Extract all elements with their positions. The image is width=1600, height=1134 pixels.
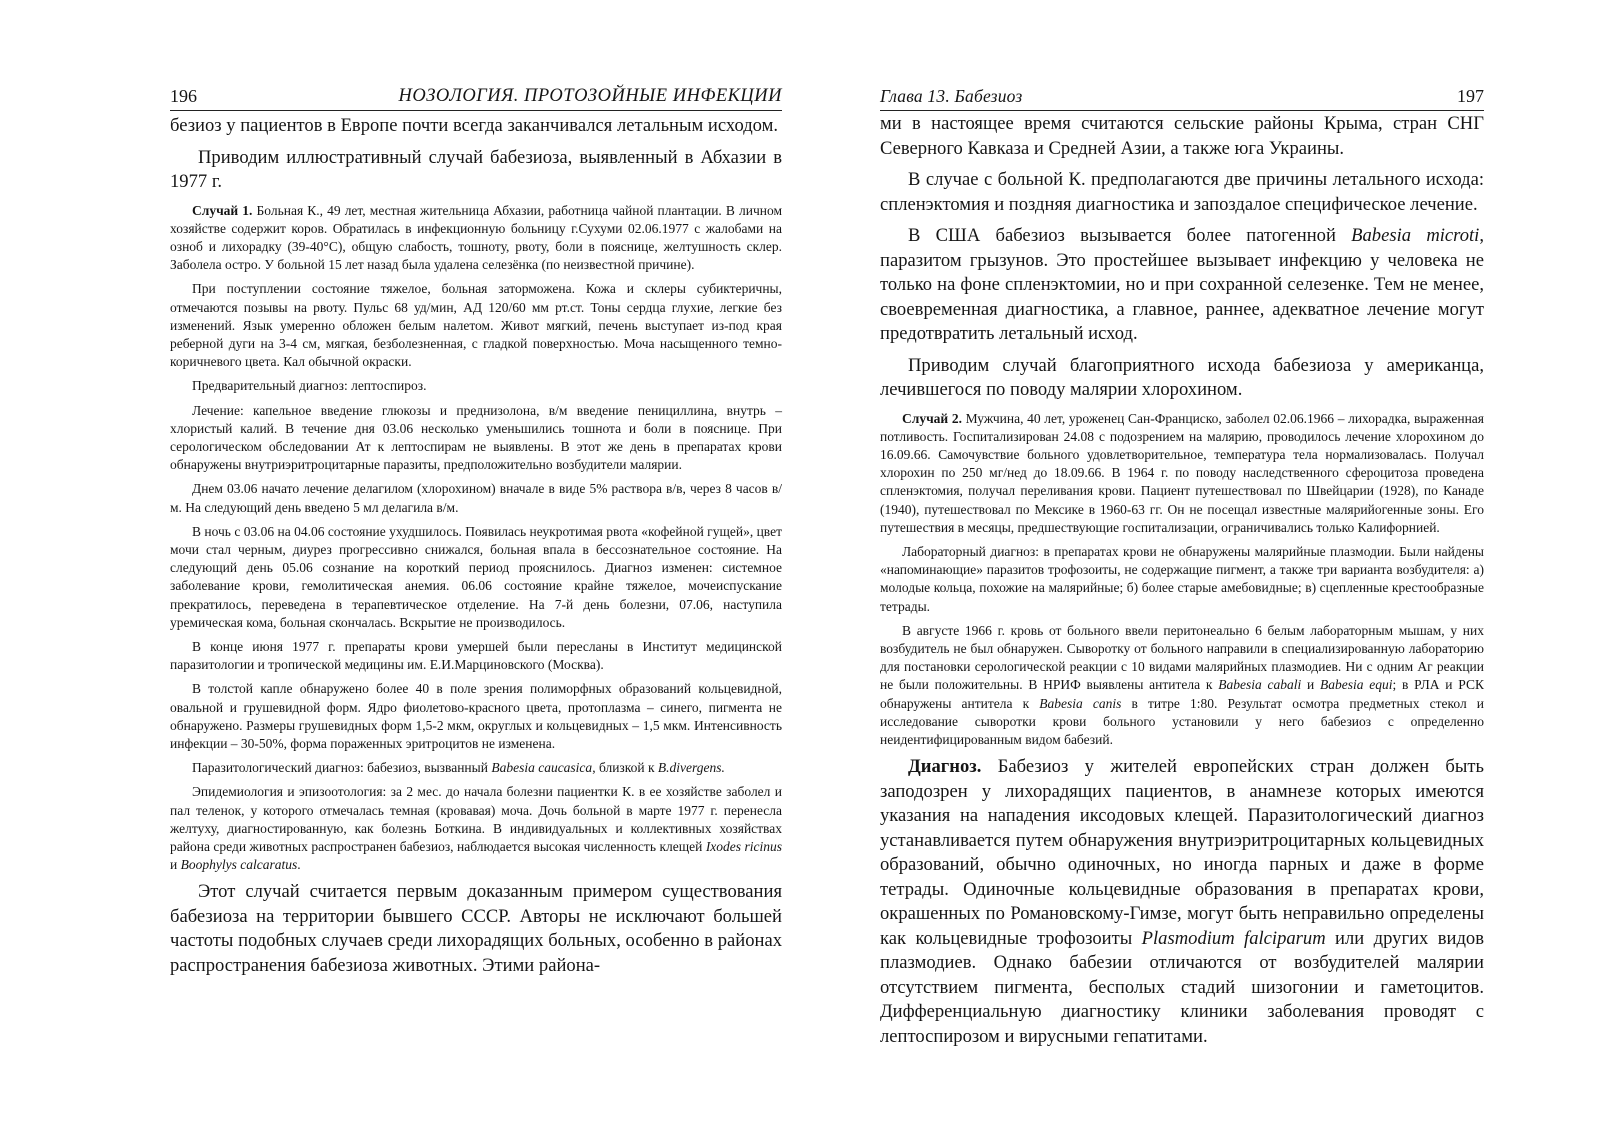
species-name: Babesia cabali (1218, 677, 1302, 693)
diagnosis-paragraph (880, 755, 1484, 1049)
text-span: . (297, 857, 301, 873)
right-running-head (880, 84, 1484, 111)
text-span: в титре 1:80. Результат осмотра предметных стекол и исследование сыворотки крови больного установили у него бабезиоз с определенно неидентифицированным видом бабезий. (880, 695, 1485, 747)
species-name: Babesia canis (1039, 695, 1122, 711)
left-paragraph-1: безиоз у пациентов в Европе почти всегда заканчивался летальным исходом. (170, 115, 779, 136)
species-name: B.divergens. (657, 760, 725, 776)
left-paragraph-2: Приводим иллюстративный случай бабезиоза, выявленный в Абхазии в 1977 г. (170, 146, 782, 192)
right-paragraph-3 (880, 224, 1484, 347)
right-page (800, 0, 1600, 1134)
case-1-text: Больная К., 49 лет, местная жительница Абхазии, работница чайной плантации. В личном хозяйстве содержит коров. Обратилась в инфекционную больницу г.Сухуми 02.06.1977 с жалобами на озноб и лихорадку (39-40°С), общую слабость, тошноту, рвоту, боли в пояснице, желтушность склер. Заболела остро. У больной 15 лет назад была удалена селезёнка (по неизвестной причине). (170, 202, 782, 273)
case-1-epidemiology (170, 783, 782, 874)
left-body-text (170, 114, 782, 985)
case-1-samples: В конце июня 1977 г. препараты крови умершей были пересланы в Институт медицинской паразитологии и тропической медицины им. Е.И.Марциновского (Москва). (170, 638, 782, 673)
text-span: ; в РЛА и РСК обнаружены антитела к (880, 677, 1484, 711)
text-span: , близкой к (592, 760, 658, 776)
case-1-treatment: Лечение: капельное введение глюкозы и преднизолона, в/м введение пенициллина, внутрь – хлористый калий. В течение дня 03.06 несколько уменьшились тошнота и боли в пояснице. При серологическом обследовании Ат к лептоспирам не выявлены. В этот же день в препаратах крови обнаружены внутриэритроцитарные паразиты, предположительно возбудители малярии. (170, 402, 782, 473)
species-name: Plasmodium falciparum (1141, 927, 1326, 949)
species-name: Babesia caucasica (491, 760, 593, 776)
left-paragraph-3: Этот случай считается первым доказанным примером существования бабезиоза на территории бывшего СССР. Авторы не исключают большей частоты подобных случаев среди лихорадящих больных, особенно в районах распространения бабезиоза животных. Этими района- (170, 881, 782, 976)
species-name: Babesia equi (1319, 677, 1393, 693)
case-1-delagil: Днем 03.06 начато лечение делагилом (хлорохином) вначале в виде 5% раствора в/в, через 8 часов в/м. На следующий день введено 5 мл делагила в/м. (170, 481, 782, 515)
case-2-serology (880, 622, 1484, 749)
right-page-number: 197 (1457, 86, 1484, 106)
species-name: Ixodes ricinus (705, 839, 783, 854)
case-1-admission: При поступлении состояние тяжелое, больная заторможена. Кожа и склеры субиктеричны, отмечаются позывы на рвоту. Пульс 68 уд/мин, АД 120/60 мм рт.ст. Тоны сердца глухие, легкие без изменений. Язык умеренно обложен белым налетом. Живот мягкий, печень выступает из-под края реберной дуги на 3-4 см, мягкая, безболезненная, с гладкой поверхностью. Моча насыщенного темно-коричневого цвета. Кал обычной окраски. (170, 281, 782, 370)
right-paragraph-1: ми в настоящее время считаются сельские районы Крыма, стран СНГ Северного Кавказа и Средней Азии, а также юга Украины. (880, 113, 1484, 159)
right-body-text (880, 112, 1484, 1056)
case-2-text: Мужчина, 40 лет, уроженец Сан-Франциско, заболел 02.06.1966 – лихорадка, выраженная потливость. Госпитализирован 24.08 с подозрением на малярию, проводилось лечение хлорохином до 16.09.66. Самочувствие больного удовлетворительное, температура тела нормализовалась. Получал хлорохин по 250 мг/нед до 18.09.66. В 1964 г. по поводу наследственного сфероцитоза проведена спленэктомия, получал переливания крови. Пациент путешествовал по Швейцарии (1928), по Канаде (1940), путешествовал по Мексике в 1960-63 гг. Он не посещал известные малярийогенные зоны. Его путешествия в месяцы, предшествующие госпитализации, ограничивались только Калифорнией. (880, 410, 1484, 535)
case-1-deterioration: В ночь с 03.06 на 04.06 состояние ухудшилось. Появилась неукротимая рвота «кофейной гущей», цвет мочи стал черным, диурез прогрессивно снижался, больная впала в бессознательное состояние. На следующий день 05.06 сознание на короткий период прояснилось. Диагноз изменен: системное заболевание крови, гемолитическая анемия. 06.06 состояние крайне тяжелое, мочеиспускание прекратилось, переведена в терапевтическое отделение. На 7-й день болезни, 07.06, наступила уремическая кома, больная скончалась. Вскрытие не производилось. (170, 523, 782, 630)
case-1-parasitological-diagnosis (170, 759, 782, 777)
species-name: Boophylys calcaratus (180, 857, 298, 873)
text-span: Паразитологический диагноз: бабезиоз, вызванный (192, 760, 492, 776)
case-1-thick-drop: В толстой капле обнаружено более 40 в поле зрения полиморфных образований кольцевидной, овальной и грушевидной форм. Ядро фиолетово-красного цвета, протоплазма – синего, пигмента не обнаружено. Размеры грушевидных форм 1,5-2 мкм, округлых и кольцевидных – 1,5 мкм. Интенсивность инфекции – 30-50%, форма пораженных эритроцитов не изменена. (170, 681, 782, 751)
case-1-preliminary-diagnosis: Предварительный диагноз: лептоспироз. (192, 378, 427, 394)
left-running-head (170, 84, 782, 111)
right-running-title: Глава 13. Бабезиоз (880, 86, 1023, 106)
right-paragraph-4: Приводим случай благоприятного исхода бабезиоза у американца, лечившегося по поводу малярии хлорохином. (880, 354, 1484, 400)
diagnosis-label: Диагноз. (908, 756, 982, 778)
case-2-lab-diagnosis: Лабораторный диагноз: в препаратах крови не обнаружены малярийные плазмодии. Были найдены «напоминающие» паразитов трофозоиты, не содержащие пигмент, а также три варианта возбудителя: а) молодые кольца, похожие на малярийные; б) более старые амебовидные; в) сцепленные крестообразные тетрады. (880, 543, 1484, 614)
text-span: или других видов плазмодиев. Однако бабезии отличаются от возбудителей малярии отсутствием пигмента, бесполых стадий шизогонии и гаметоцитов. Дифференциальную диагностику клиники заболевания проводят с лептоспирозом и вирусными гепатитами. (880, 927, 1484, 1047)
species-name: Babesia microti (1351, 225, 1480, 246)
text-span: В августе 1966 г. кровь от больного ввели перитонеально 6 белым лабораторным мышам, у них возбудитель не был обнаружен. Сыворотку от больного направили в специализированную лабораторию для постановки серологической реакции с 10 видами малярийных плазмодиев. Ни с одним Аг реакции не были положительны. В НРИФ выявлены антитела к (880, 622, 1484, 693)
text-span: и (1301, 677, 1320, 693)
left-page-number: 196 (170, 86, 197, 106)
text-span: Бабезиоз у жителей европейских стран должен быть заподозрен у лихорадящих пациентов, в анамнезе которых имеются указания на нападения иксодовых клещей. Паразитологический диагноз устанавливается путем обнаружения внутриэритроцитарных кольцевидных образований, обычно одиночных, но иногда парных и даже в форме тетрады. Одиночные кольцевидные образования в препаратах крови, окрашенных по Романовскому-Гимзе, могут быть неправильно определены как кольцевидные трофозоиты (880, 756, 1484, 949)
text-span: , паразитом грызунов. Это простейшее вызывает инфекцию у человека не только на фоне спленэктомии, но и при сохранной селезенке. Тем не менее, своевременная диагностика, а главное, раннее, адекватное лечение могут предотвратить летальный исход. (880, 225, 1484, 344)
case-2-label: Случай 2. (902, 410, 962, 426)
case-2-paragraph (880, 410, 1484, 537)
case-1-paragraph (170, 202, 782, 275)
right-paragraph-2: В случае с больной К. предполагаются две причины летального исхода: спленэктомия и поздняя диагностика и запоздалое специфическое лечение. (880, 169, 1484, 215)
left-running-title: НОЗОЛОГИЯ. ПРОТОЗОЙНЫЕ ИНФЕКЦИИ (398, 86, 782, 106)
text-span: и (170, 857, 181, 873)
case-1-label: Случай 1. (192, 202, 253, 218)
text-span: Эпидемиология и эпизоотология: за 2 мес. до начала болезни пациентки К. в ее хозяйстве заболел и пал теленок, у которого отмечалась темная (кровавая) моча. Дочь больной в марте 1977 г. перенесла желтуху, диагностированную, как болезнь Боткина. В индивидуальных и коллективных хозяйствах района среди животных распространен бабезиоз, наблюдается высокая численность клещей (170, 784, 782, 854)
text-span: В США бабезиоз вызывается более патогенной (908, 225, 1352, 246)
